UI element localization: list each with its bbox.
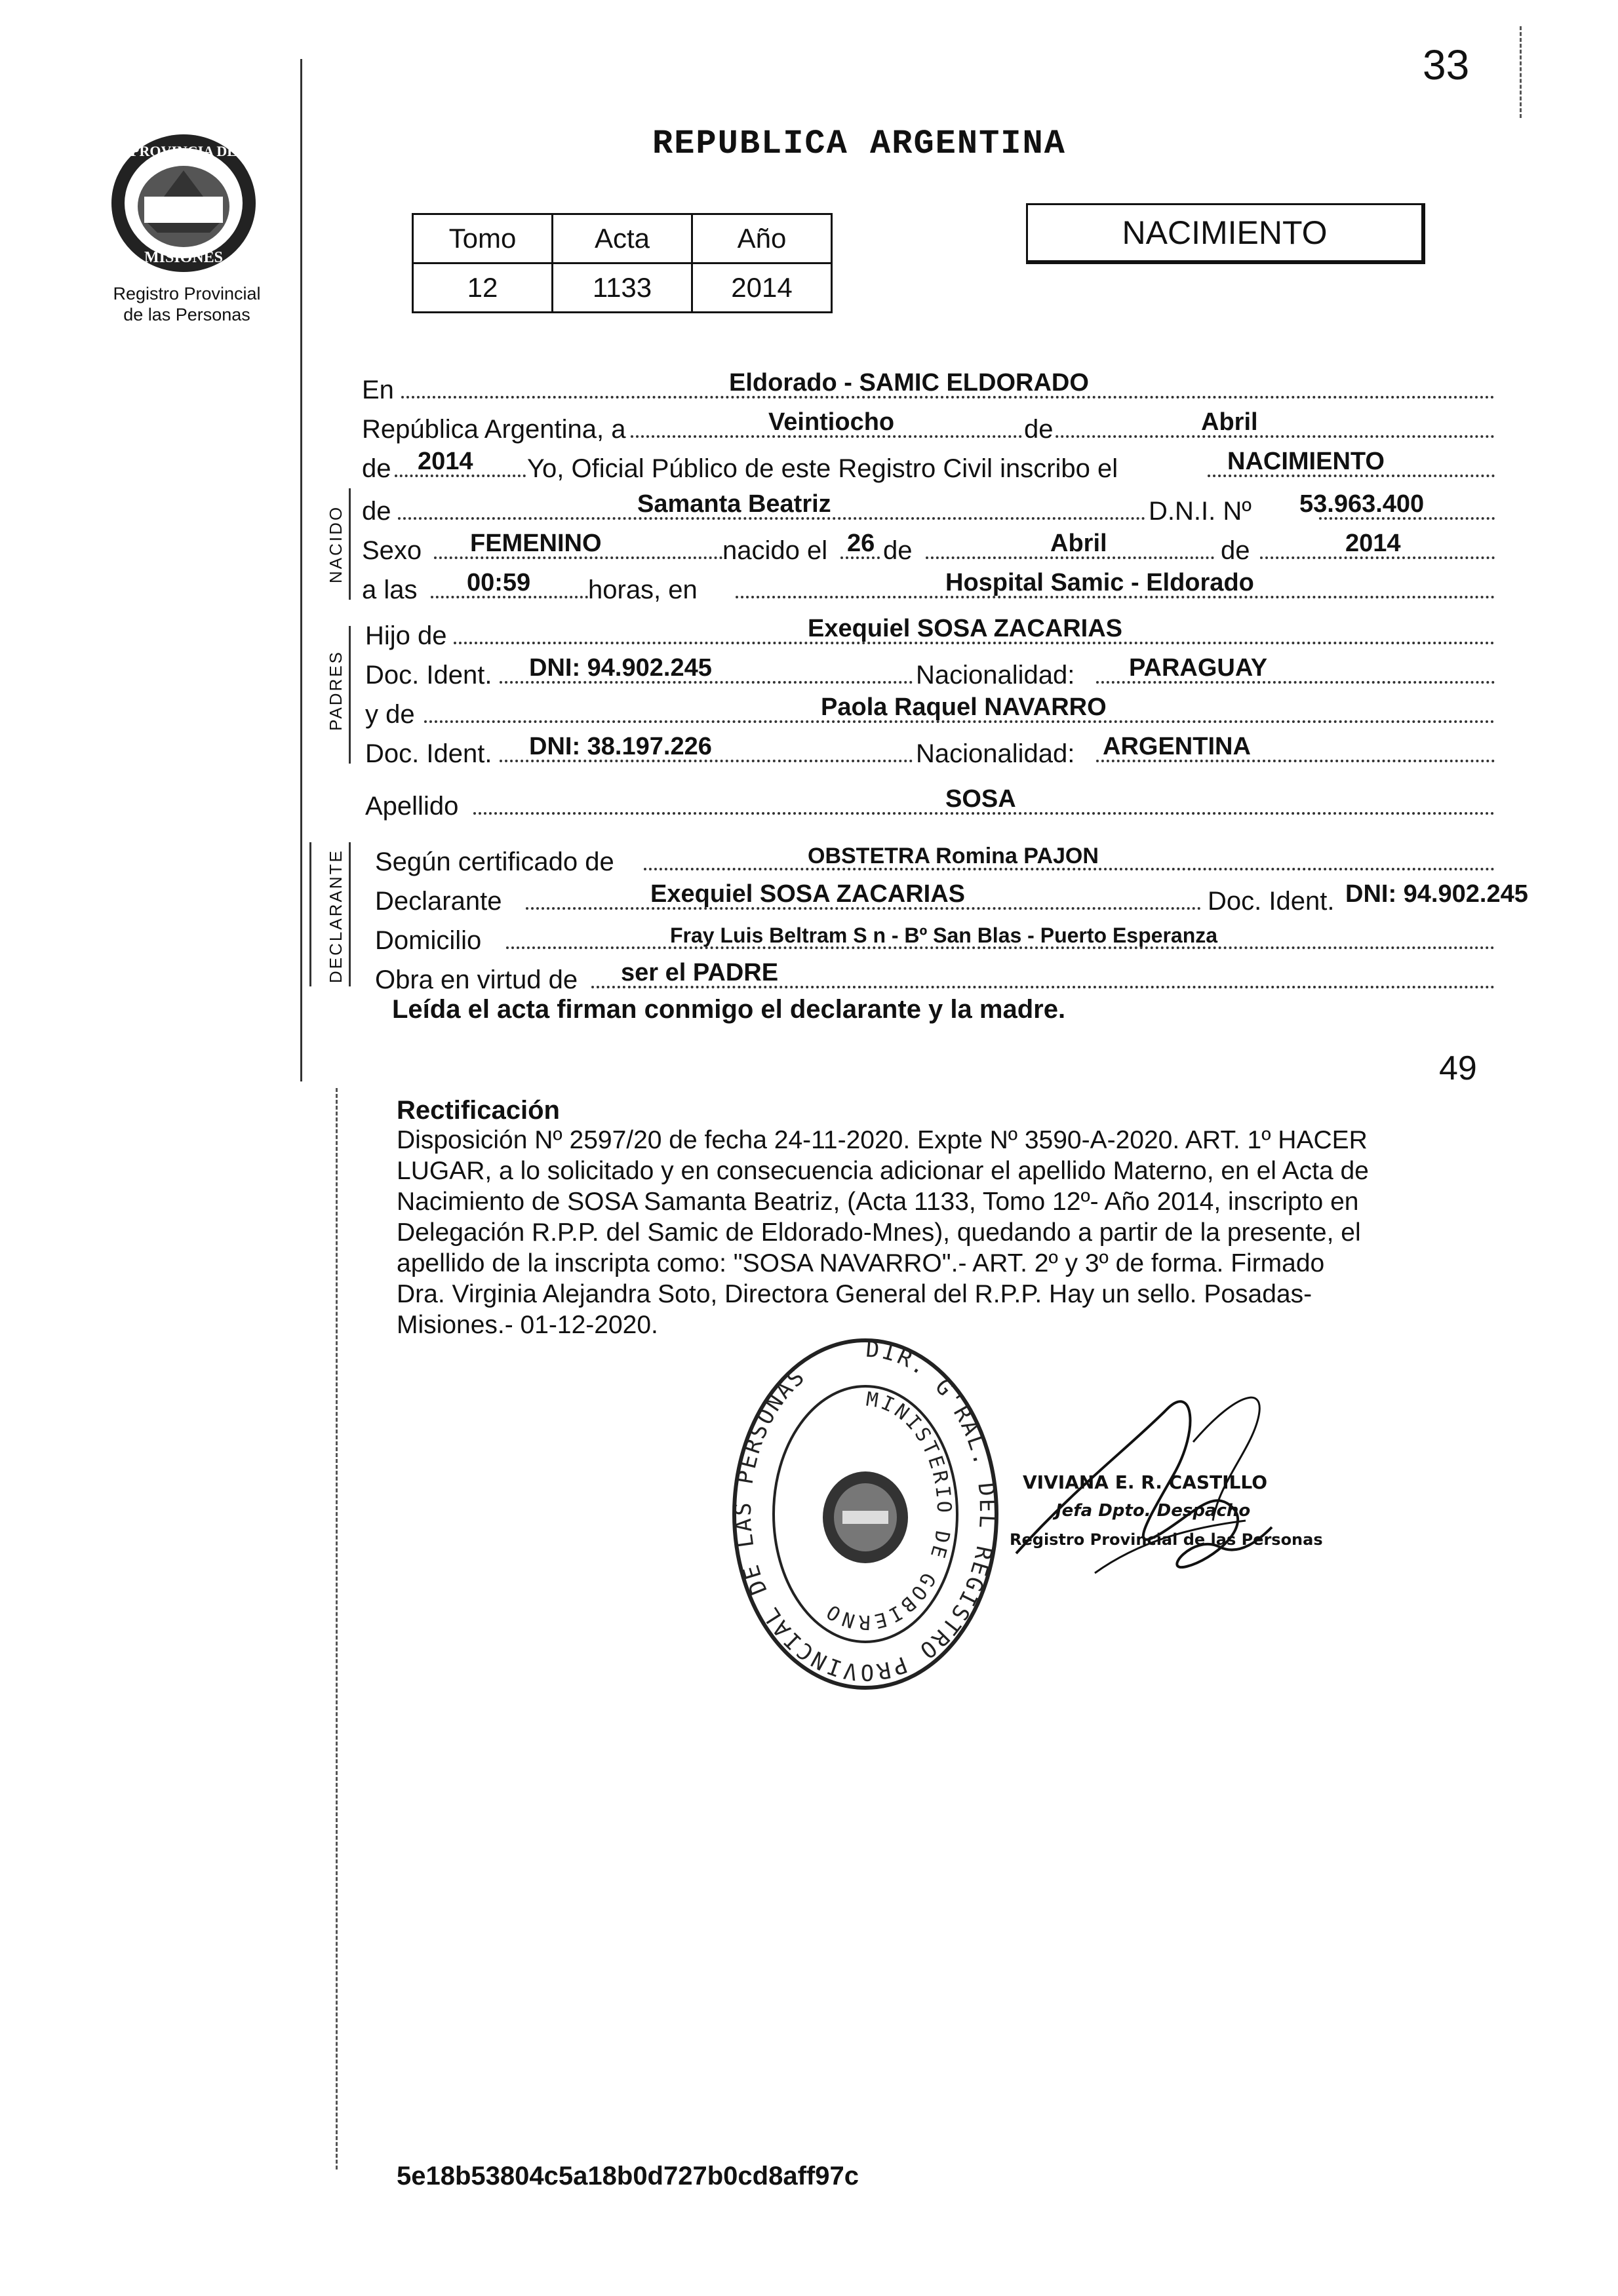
svg-text:MISIONES: MISIONES — [144, 249, 224, 266]
republica-label: República Argentina, a — [362, 415, 626, 444]
madre-value: Paola Raquel NAVARRO — [821, 693, 1107, 721]
segun-label: Según certificado de — [375, 847, 614, 876]
nacionalidad-label: Nacionalidad: — [916, 739, 1075, 768]
row-hora — [362, 567, 1495, 608]
rectification-line: Delegación R.P.P. del Samic de Eldorado-Mnes), quedando a partir de la presente, el — [397, 1218, 1361, 1247]
a-las-label: a las — [362, 575, 418, 604]
signature-name: VIVIANA E. R. CASTILLO — [1023, 1471, 1268, 1493]
seal-inner-text: MINISTERIO DE GOBIERNO — [820, 1388, 956, 1634]
rectification-title: Rectificación — [397, 1096, 560, 1125]
row-padre-doc — [362, 652, 1495, 693]
row-en — [362, 367, 1495, 408]
seal-ring-text: DIR. G'RAL. DEL REGISTRO PROVINCIAL DE LAS PERSONAS — [730, 1336, 1001, 1686]
nac-dia-value: 26 — [847, 530, 875, 557]
lugar-value: Hospital Samic - Eldorado — [945, 569, 1254, 596]
acta-header: Acta — [553, 214, 692, 263]
place-value: Eldorado - SAMIC ELDORADO — [729, 369, 1089, 397]
rectification-line: Nacimiento de SOSA Samanta Beatriz, (Acta 1133, Tomo 12º- Año 2014, inscripto en — [397, 1188, 1359, 1216]
row-domicilio — [362, 918, 1495, 958]
row-obra — [362, 957, 1495, 998]
rectification-body — [397, 1125, 1498, 1340]
declarante-doc-value: DNI: 94.902.245 — [1345, 880, 1528, 908]
coat-of-arms-icon — [98, 125, 269, 282]
domicilio-value: Fray Luis Beltram S n - Bº San Blas - Puerto Esperanza — [670, 924, 1218, 947]
tomo-value: 12 — [413, 263, 553, 313]
logo-caption-line2: de las Personas — [123, 305, 250, 324]
madre-doc-value: DNI: 38.197.226 — [529, 733, 712, 760]
hijo-label: Hijo de — [365, 621, 447, 650]
yde-label: y de — [365, 700, 415, 729]
nac-anio-value: 2014 — [1345, 530, 1401, 557]
nacido-bracket — [349, 488, 351, 600]
horas-en-label: horas, en — [588, 575, 698, 604]
page-number: 33 — [1423, 41, 1470, 88]
document-type-box: NACIMIENTO — [1026, 203, 1425, 264]
inscribo-value: NACIMIENTO — [1227, 448, 1385, 475]
year-value: 2014 — [418, 448, 473, 475]
logo-caption — [92, 283, 282, 325]
domicilio-label: Domicilio — [375, 926, 482, 955]
signature-office: Registro Provincial de las Personas — [1010, 1530, 1323, 1549]
de-label: de — [362, 497, 391, 526]
closing-statement: Leída el acta firman conmigo el declarante y la madre. — [392, 995, 1066, 1024]
padre-doc-value: DNI: 94.902.245 — [529, 654, 712, 682]
svg-text:PROVINCIA DE: PROVINCIA DE — [130, 143, 237, 159]
doc-label: Doc. Ident. — [365, 661, 492, 690]
reference-table — [412, 213, 833, 313]
rectification-number: 49 — [1439, 1049, 1477, 1087]
padre-nac-value: PARAGUAY — [1129, 654, 1268, 682]
yo-text: Yo, Oficial Público de este Registro Civil inscribo el — [527, 454, 1118, 483]
declarante-label: Declarante — [375, 887, 502, 916]
logo-caption-line1: Registro Provincial — [113, 284, 261, 303]
anio-header: Año — [692, 214, 832, 263]
doc-label: Doc. Ident. — [365, 739, 492, 768]
obra-value: ser el PADRE — [621, 959, 779, 986]
side-label-declarante: DECLARANTE — [326, 849, 345, 983]
row-madre-doc — [362, 731, 1495, 771]
tomo-header: Tomo — [413, 214, 553, 263]
hora-value: 00:59 — [467, 569, 531, 596]
row-hijo — [362, 613, 1495, 653]
anio-value: 2014 — [692, 263, 832, 313]
en-label: En — [362, 376, 394, 404]
nacionalidad-label: Nacionalidad: — [916, 661, 1075, 690]
rectification-line: apellido de la inscripta como: "SOSA NAVARRO".- ART. 2º y 3º de forma. Firmado — [397, 1249, 1325, 1277]
document-hash-code: 5e18b53804c5a18b0d727b0cd8aff97c — [397, 2162, 859, 2190]
margin-rule — [300, 59, 302, 1081]
de-label: de — [883, 536, 913, 565]
row-inscribo — [362, 446, 1495, 486]
margin-rule-lower — [336, 1088, 338, 2170]
row-nombre — [362, 488, 1495, 529]
sexo-label: Sexo — [362, 536, 422, 565]
de-label: de — [1024, 415, 1054, 444]
side-label-nacido: NACIDO — [326, 505, 345, 583]
dni-label: D.N.I. Nº — [1149, 497, 1252, 526]
row-segun — [362, 839, 1495, 880]
row-madre — [362, 691, 1495, 732]
nombre-value: Samanta Beatriz — [637, 490, 831, 518]
dni-value: 53.963.400 — [1299, 490, 1425, 518]
apellido-value: SOSA — [945, 785, 1016, 813]
row-sexo — [362, 528, 1495, 568]
handwritten-signature-icon — [996, 1370, 1337, 1619]
day-value: Veintiocho — [768, 408, 895, 436]
nac-mes-value: Abril — [1050, 530, 1107, 557]
signature-title: Jefa Dpto. Despacho — [1056, 1501, 1251, 1521]
rectification-line: Dra. Virginia Alejandra Soto, Directora General del R.P.P. Hay un sello. Posadas- — [397, 1280, 1312, 1308]
obra-label: Obra en virtud de — [375, 965, 578, 994]
row-declarante — [362, 878, 1528, 919]
side-label-padres: PADRES — [326, 650, 345, 731]
declarante-bracket-left — [309, 842, 311, 986]
segun-value: OBSTETRA Romina PAJON — [808, 844, 1099, 868]
de-label: de — [362, 454, 391, 483]
official-seal-icon — [721, 1331, 1010, 1698]
sexo-value: FEMENINO — [470, 530, 602, 557]
page-title: REPUBLICA ARGENTINA — [652, 125, 1066, 163]
rectification-line: Disposición Nº 2597/20 de fecha 24-11-2020. Expte Nº 3590-A-2020. ART. 1º HACER — [397, 1126, 1368, 1154]
madre-nac-value: ARGENTINA — [1103, 733, 1251, 760]
nacido-label: nacido el — [722, 536, 828, 565]
month-value: Abril — [1201, 408, 1258, 436]
rectification-line: Misiones.- 01-12-2020. — [397, 1311, 658, 1339]
row-republica — [362, 406, 1495, 447]
dots — [631, 435, 1495, 438]
padre-value: Exequiel SOSA ZACARIAS — [808, 615, 1123, 642]
row-apellido — [362, 783, 1495, 824]
declarante-bracket — [349, 842, 351, 986]
de-label: de — [1221, 536, 1250, 565]
doc-label: Doc. Ident. — [1208, 887, 1335, 916]
declarante-value: Exequiel SOSA ZACARIAS — [650, 880, 966, 908]
right-edge-mark — [1520, 26, 1522, 118]
acta-value: 1133 — [553, 263, 692, 313]
apellido-label: Apellido — [365, 792, 459, 821]
padres-bracket — [349, 626, 351, 764]
rectification-line: LUGAR, a lo solicitado y en consecuencia adicionar el apellido Materno, en el Acta de — [397, 1157, 1369, 1185]
